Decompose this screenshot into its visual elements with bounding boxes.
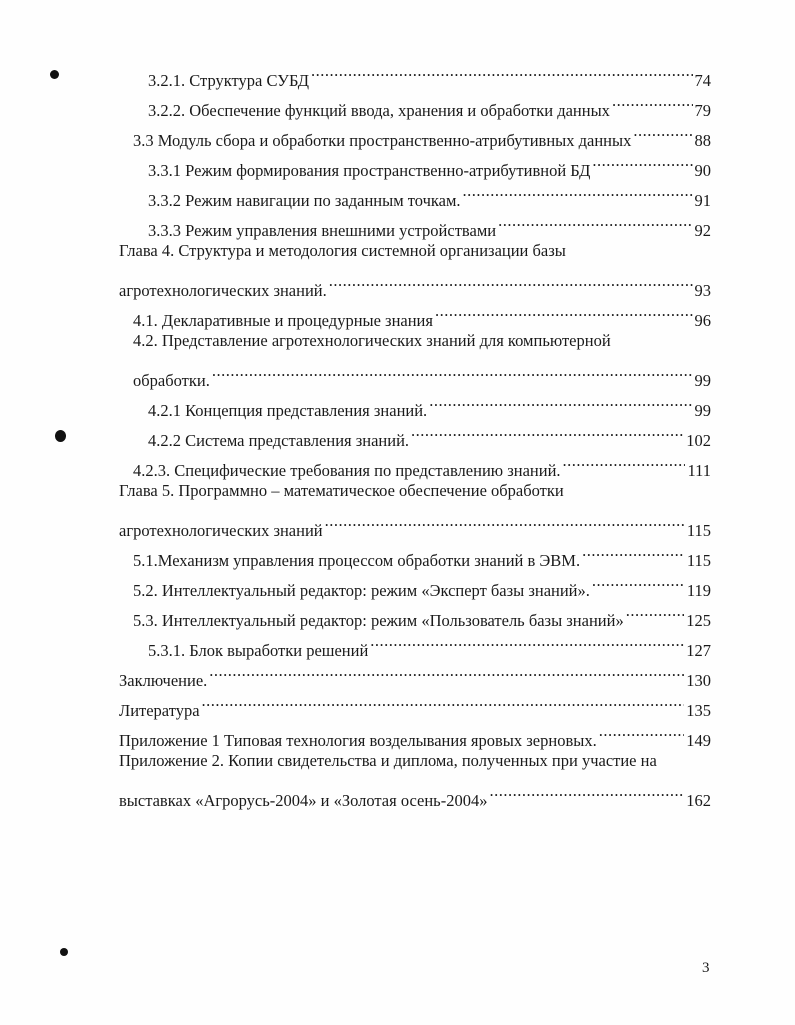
toc-entry-page: 88 bbox=[694, 131, 711, 150]
toc-entry-page: 125 bbox=[686, 611, 711, 630]
toc-entry bbox=[148, 176, 711, 210]
toc-entry-title: 4.2.1 Концепция представления знаний. bbox=[148, 401, 428, 420]
toc-entry-title: 3.2.1. Структура СУБД bbox=[148, 71, 310, 90]
toc-entry bbox=[133, 596, 711, 630]
toc-entry bbox=[148, 626, 711, 660]
toc-entry bbox=[119, 506, 711, 540]
toc-entry bbox=[148, 386, 711, 420]
toc-chapter-heading: Глава 5. Программно – математическое обеспечение обработки bbox=[119, 481, 564, 500]
toc-chapter-heading: Глава 4. Структура и методология системной организации базы bbox=[119, 241, 566, 260]
toc-entry-page: 149 bbox=[686, 731, 711, 750]
toc-entry bbox=[133, 446, 711, 480]
toc-entry-page: 130 bbox=[686, 671, 711, 690]
toc-leader-dots bbox=[370, 626, 684, 656]
toc-entry bbox=[119, 776, 711, 810]
toc-leader-dots bbox=[599, 716, 685, 746]
page-number: 3 bbox=[702, 960, 710, 976]
toc-entry bbox=[133, 116, 711, 150]
toc-entry-page: 102 bbox=[686, 431, 711, 450]
toc-entry-page: 135 bbox=[686, 701, 711, 720]
toc-entry-title: 5.3. Интеллектуальный редактор: режим «Пользователь базы знаний» bbox=[133, 611, 624, 630]
toc-entry bbox=[148, 206, 711, 240]
toc-entry-title: 4.2.3. Специфические требования по представлению знаний. bbox=[133, 461, 561, 480]
toc-entry-title: агротехнологических знаний bbox=[119, 521, 323, 540]
toc-entry-title: Литература bbox=[119, 701, 200, 720]
toc-entry-page: 99 bbox=[694, 371, 711, 390]
toc-entry-title: 5.3.1. Блок выработки решений bbox=[148, 641, 369, 660]
toc-leader-dots bbox=[212, 356, 693, 386]
toc-leader-dots bbox=[311, 56, 692, 86]
toc-entry bbox=[133, 566, 711, 600]
toc-entry-page: 127 bbox=[686, 641, 711, 660]
toc-entry bbox=[119, 686, 711, 720]
toc-entry bbox=[148, 416, 711, 450]
toc-leader-dots bbox=[463, 176, 693, 206]
toc-entry-page: 119 bbox=[686, 581, 711, 600]
toc-leader-dots bbox=[592, 146, 692, 176]
toc-entry-title: Приложение 1 Типовая технология возделывания яровых зерновых. bbox=[119, 731, 597, 750]
toc-entry-title: 5.2. Интеллектуальный редактор: режим «Эксперт базы знаний». bbox=[133, 581, 590, 600]
toc-entry-title: агротехнологических знаний. bbox=[119, 281, 327, 300]
toc-entry bbox=[133, 536, 711, 570]
toc-entry-title: 3.3.3 Режим управления внешними устройствами bbox=[148, 221, 497, 240]
toc-entry-page: 111 bbox=[687, 461, 711, 480]
toc-section-heading: 4.2. Представление агротехнологических знаний для компьютерной bbox=[133, 331, 611, 350]
toc-entry bbox=[119, 716, 711, 750]
toc-leader-dots bbox=[489, 776, 684, 806]
toc-appendix-heading: Приложение 2. Копии свидетельства и диплома, полученных при участие на bbox=[119, 751, 657, 770]
toc-entry-title: 3.3.2 Режим навигации по заданным точкам. bbox=[148, 191, 461, 210]
toc-leader-dots bbox=[563, 446, 686, 476]
toc-entry bbox=[148, 86, 711, 120]
toc-entry-page: 96 bbox=[694, 311, 711, 330]
toc-entry bbox=[133, 296, 711, 330]
scan-speck bbox=[60, 948, 68, 956]
toc-entry-page: 91 bbox=[694, 191, 711, 210]
toc-leader-dots bbox=[626, 596, 685, 626]
toc-entry bbox=[133, 356, 711, 390]
toc-entry bbox=[119, 656, 711, 690]
toc-entry-title: обработки. bbox=[133, 371, 210, 390]
toc-leader-dots bbox=[633, 116, 692, 146]
toc-entry-page: 115 bbox=[686, 551, 711, 570]
toc-entry-page: 99 bbox=[694, 401, 711, 420]
toc-entry-title: 3.3.1 Режим формирования пространственно-атрибутивной БД bbox=[148, 161, 591, 180]
toc-leader-dots bbox=[202, 686, 685, 716]
scan-speck bbox=[55, 430, 66, 442]
toc-entry-title: 3.3 Модуль сбора и обработки пространственно-атрибутивных данных bbox=[133, 131, 632, 150]
toc-entry-page: 92 bbox=[694, 221, 711, 240]
toc-entry-title: Заключение. bbox=[119, 671, 208, 690]
toc-leader-dots bbox=[582, 536, 685, 566]
toc-leader-dots bbox=[429, 386, 692, 416]
toc-entry-page: 115 bbox=[686, 521, 711, 540]
toc-leader-dots bbox=[411, 416, 684, 446]
toc-entry-page: 162 bbox=[686, 791, 711, 810]
toc-entry-page: 93 bbox=[694, 281, 711, 300]
toc-entry-page: 79 bbox=[694, 101, 711, 120]
toc-entry bbox=[119, 266, 711, 300]
toc-entry-title: 5.1.Механизм управления процессом обработки знаний в ЭВМ. bbox=[133, 551, 581, 570]
toc-entry-title: 3.2.2. Обеспечение функций ввода, хранения и обработки данных bbox=[148, 101, 610, 120]
toc-entry-title: 4.2.2 Система представления знаний. bbox=[148, 431, 410, 450]
toc-leader-dots bbox=[612, 86, 693, 116]
toc-leader-dots bbox=[325, 506, 685, 536]
toc-entry-page: 90 bbox=[694, 161, 711, 180]
toc-leader-dots bbox=[498, 206, 692, 236]
scan-speck bbox=[50, 70, 59, 79]
toc-entry bbox=[148, 146, 711, 180]
toc-entry bbox=[148, 56, 711, 90]
toc-entry-title: 4.1. Декларативные и процедурные знания bbox=[133, 311, 433, 330]
toc-leader-dots bbox=[209, 656, 684, 686]
toc-leader-dots bbox=[329, 266, 693, 296]
toc-entry-title: выставках «Агрорусь-2004» и «Золотая осень-2004» bbox=[119, 791, 488, 810]
toc-entry-page: 74 bbox=[694, 71, 711, 90]
toc-leader-dots bbox=[592, 566, 685, 596]
toc-leader-dots bbox=[435, 296, 693, 326]
